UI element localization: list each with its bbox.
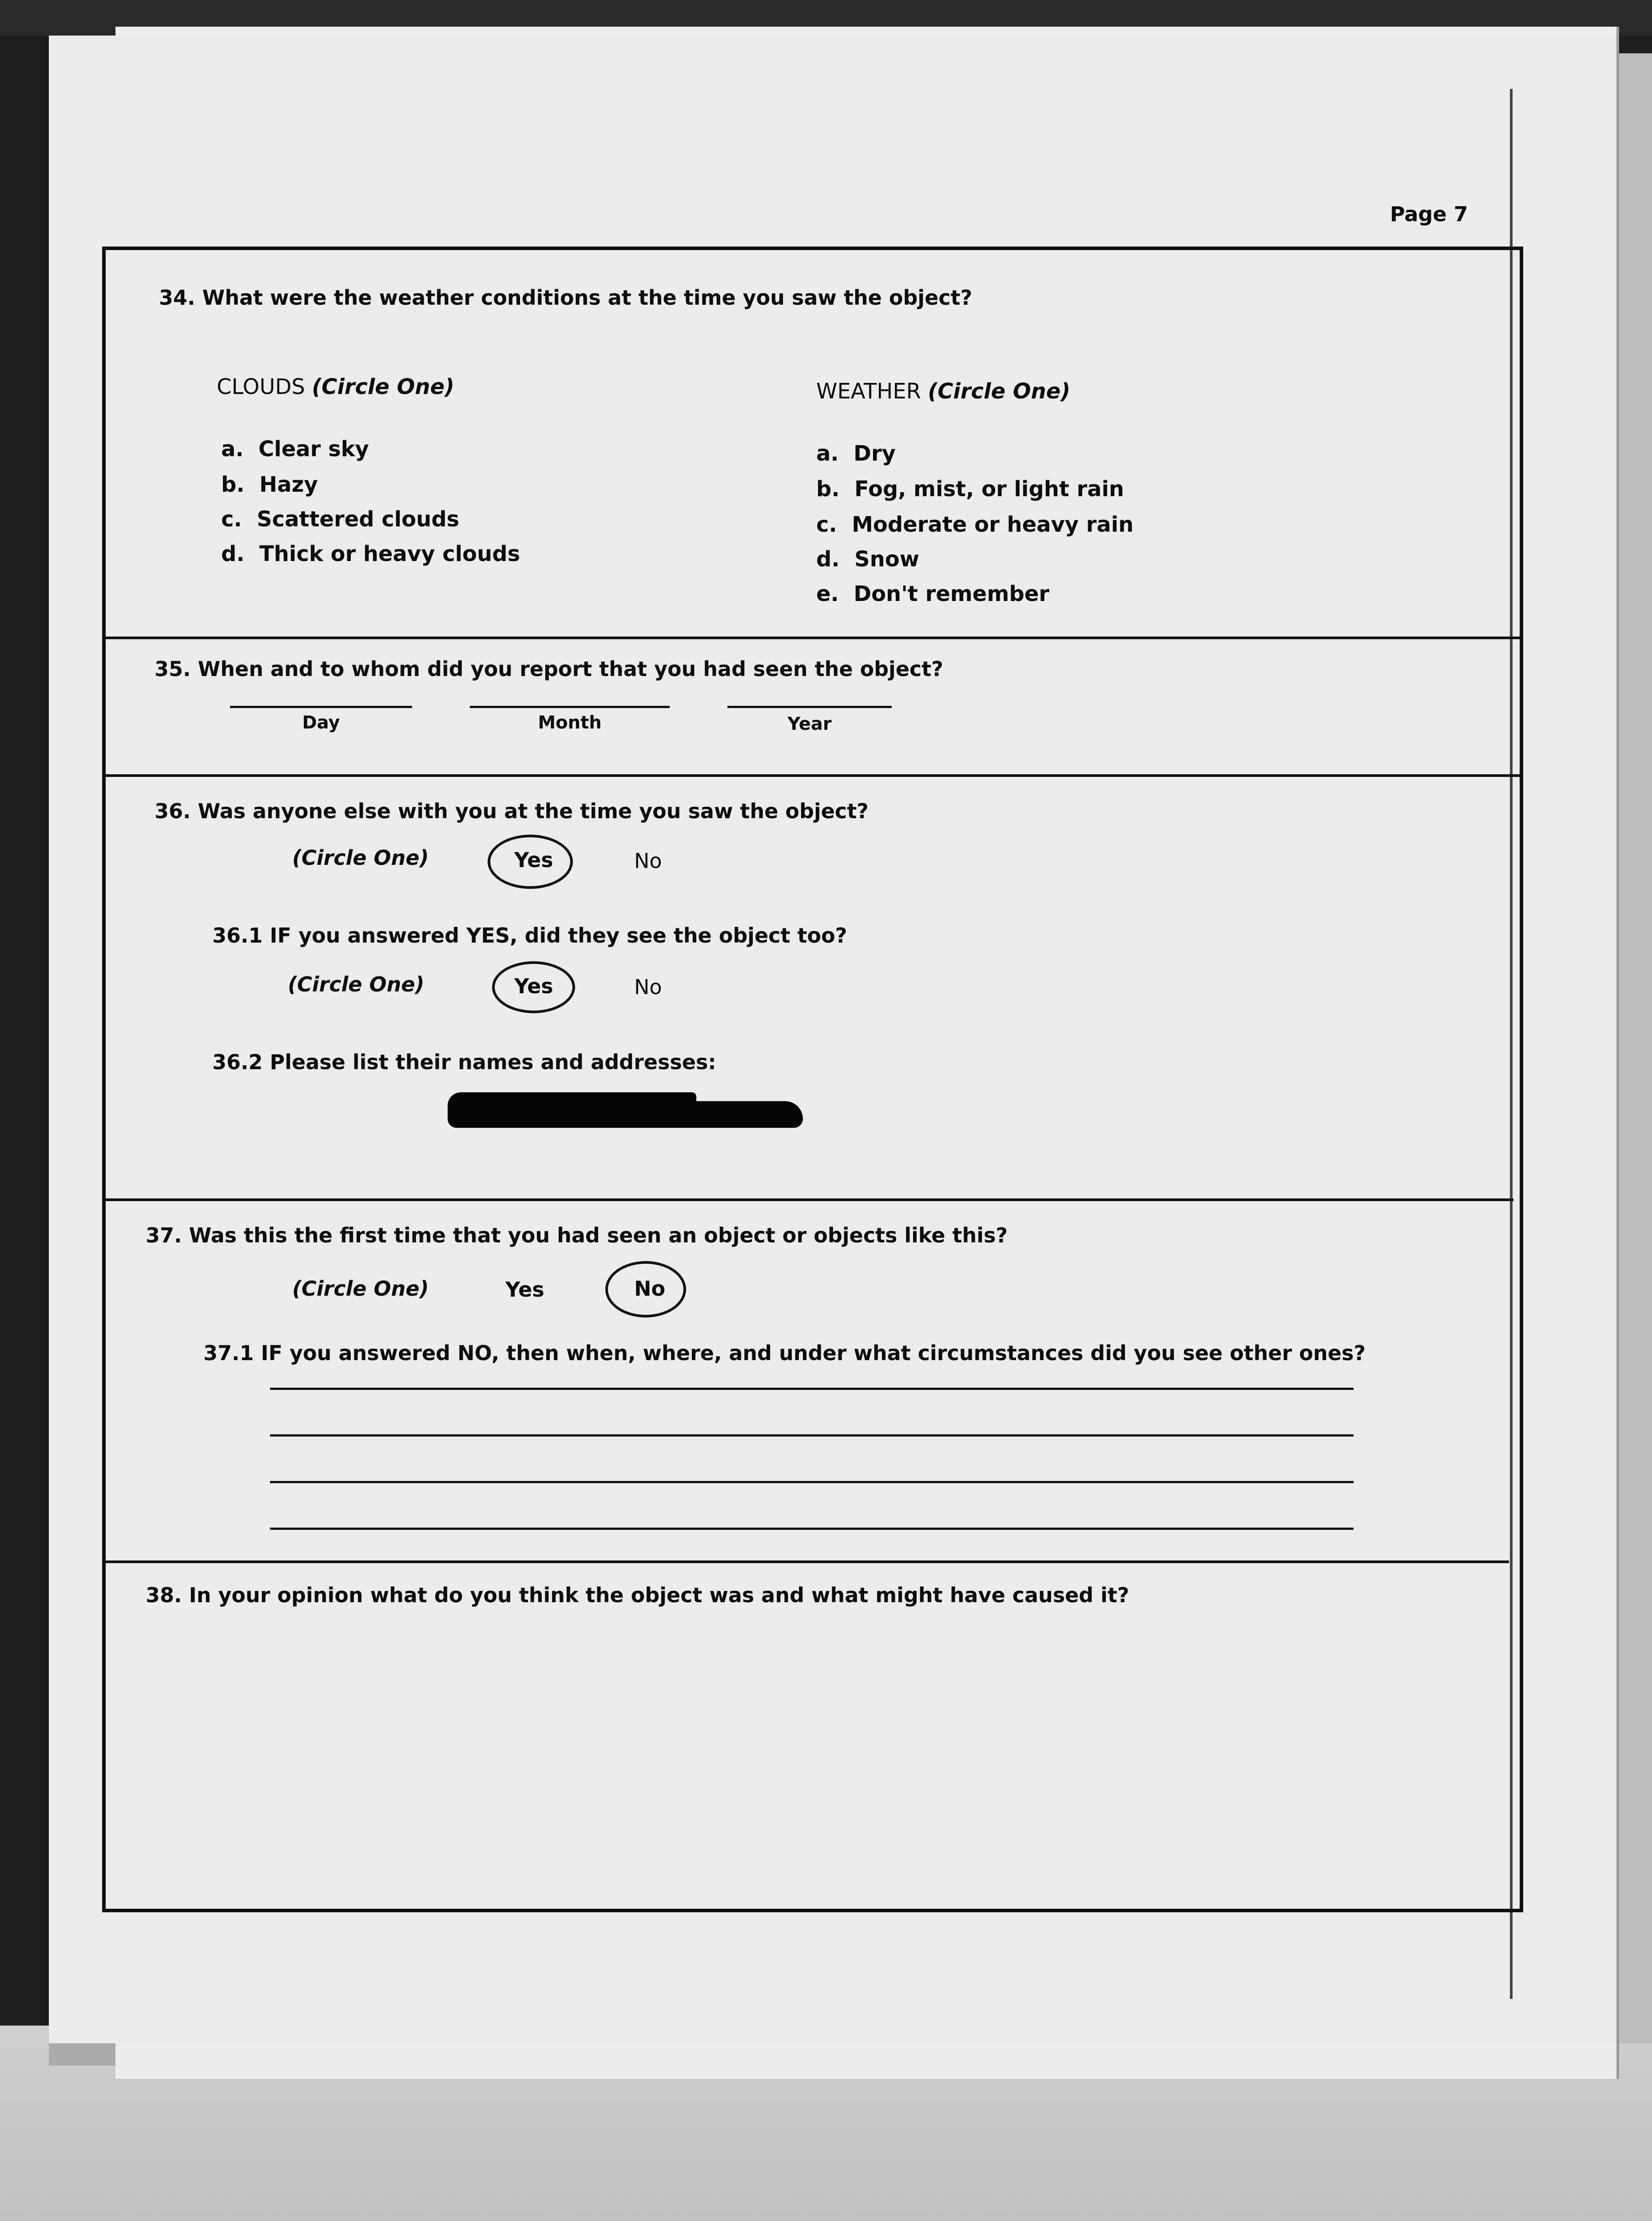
- day-caption: Day: [302, 712, 340, 733]
- answer-line-4[interactable]: [270, 1528, 1354, 1530]
- no-36[interactable]: No: [634, 849, 662, 873]
- answer-line-2[interactable]: [270, 1434, 1354, 1437]
- section-38: [106, 1563, 1520, 1910]
- section-34: [106, 250, 1520, 637]
- redaction-bar-tail: [630, 1101, 803, 1128]
- selected-circle-36-1: [492, 961, 575, 1013]
- weather-note: (Circle One): [928, 379, 1071, 404]
- weather-title: WEATHER: [816, 379, 921, 404]
- clouds-note: (Circle One): [312, 374, 455, 399]
- weather-option-d[interactable]: d. Snow: [816, 547, 920, 572]
- selected-circle-37: [605, 1261, 686, 1317]
- day-line[interactable]: [230, 706, 412, 708]
- no-37[interactable]: No: [634, 1277, 666, 1301]
- year-caption: Year: [787, 714, 832, 734]
- circle-one-36: (Circle One): [292, 846, 429, 870]
- year-line[interactable]: [727, 706, 892, 708]
- answer-line-3[interactable]: [270, 1481, 1354, 1483]
- answer-line-1[interactable]: [270, 1388, 1354, 1390]
- question-37: 37. Was this the first time that you had seen an object or objects like this?: [146, 1223, 1008, 1247]
- selected-circle-36: [488, 835, 573, 889]
- yes-36-1[interactable]: Yes: [514, 974, 553, 998]
- question-34: 34. What were the weather conditions at the time you saw the object?: [159, 286, 973, 310]
- questionnaire-form: [102, 247, 1523, 1912]
- answer-area-38[interactable]: [123, 1621, 1500, 1887]
- question-35: 35. When and to whom did you report that you had seen the object?: [155, 657, 943, 681]
- question-36: 36. Was anyone else with you at the time you saw the object?: [155, 799, 869, 823]
- clouds-title: CLOUDS: [217, 374, 305, 399]
- yes-37[interactable]: Yes: [505, 1278, 544, 1302]
- question-37-1: 37.1 IF you answered NO, then when, where, and under what circumstances did you see other ones?: [203, 1341, 1366, 1365]
- weather-option-c[interactable]: c. Moderate or heavy rain: [816, 512, 1134, 537]
- question-38: 38. In your opinion what do you think the object was and what might have caused it?: [146, 1583, 1129, 1607]
- month-line[interactable]: [470, 706, 670, 708]
- weather-option-e[interactable]: e. Don't remember: [816, 581, 1049, 606]
- clouds-option-d[interactable]: d. Thick or heavy clouds: [221, 541, 520, 566]
- question-36-2: 36.2 Please list their names and addresses:: [212, 1050, 716, 1074]
- section-37: [106, 1201, 1520, 1561]
- weather-option-b[interactable]: b. Fog, mist, or light rain: [816, 477, 1124, 502]
- no-36-1[interactable]: No: [634, 975, 662, 999]
- clouds-option-b[interactable]: b. Hazy: [221, 472, 318, 497]
- page-number: Page 7: [1390, 202, 1468, 226]
- clouds-option-c[interactable]: c. Scattered clouds: [221, 507, 460, 532]
- circle-one-36-1: (Circle One): [288, 972, 425, 996]
- section-36: [106, 777, 1520, 1199]
- question-36-1: 36.1 IF you answered YES, did they see the object too?: [212, 923, 847, 947]
- circle-one-37: (Circle One): [292, 1277, 429, 1301]
- weather-option-a[interactable]: a. Dry: [816, 441, 896, 466]
- section-35: [106, 639, 1520, 772]
- clouds-option-a[interactable]: a. Clear sky: [221, 437, 369, 462]
- yes-36[interactable]: Yes: [514, 848, 553, 872]
- document-page: [49, 36, 1616, 2043]
- weather-heading: [816, 379, 1070, 404]
- month-caption: Month: [538, 712, 602, 733]
- clouds-heading: [217, 374, 454, 399]
